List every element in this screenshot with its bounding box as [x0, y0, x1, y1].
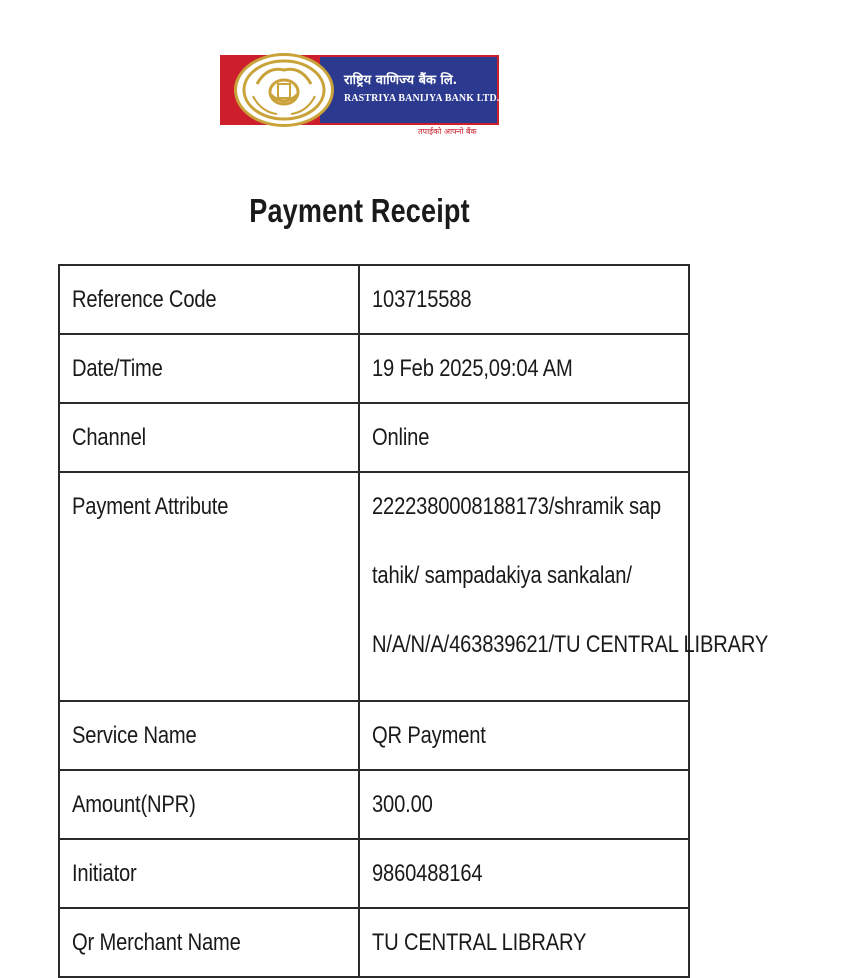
- table-row: [59, 334, 689, 403]
- page-title: Payment Receipt: [249, 192, 470, 229]
- row-value: 103715588: [359, 265, 689, 334]
- row-label: Service Name: [59, 701, 359, 770]
- bank-logo: [220, 55, 499, 135]
- row-value: TU CENTRAL LIBRARY: [359, 908, 689, 977]
- row-value: 2222380008188173/shramik sap tahik/ sampadakiya sankalan/ N/A/N/A/463839621/TU CENTRAL LIBRARY: [359, 472, 689, 701]
- row-label: Reference Code: [59, 265, 359, 334]
- logo-name-english: RASTRIYA BANIJYA BANK LTD.: [344, 92, 500, 104]
- row-label: Qr Merchant Name: [59, 908, 359, 977]
- row-label: Payment Attribute: [59, 472, 359, 701]
- table-row: [59, 770, 689, 839]
- logo-name-nepali: राष्ट्रिय वाणिज्य बैंक लि.: [344, 73, 458, 88]
- row-value: 300.00: [359, 770, 689, 839]
- table-row: [59, 908, 689, 977]
- row-value: 19 Feb 2025,09:04 AM: [359, 334, 689, 403]
- row-label: Initiator: [59, 839, 359, 908]
- row-label: Amount(NPR): [59, 770, 359, 839]
- row-value: QR Payment: [359, 701, 689, 770]
- row-value: Online: [359, 403, 689, 472]
- row-value: 9860488164: [359, 839, 689, 908]
- table-row: [59, 839, 689, 908]
- logo-tagline: तपाईंको आफ्नो बैंक: [418, 127, 477, 136]
- receipt-table: [58, 264, 769, 978]
- table-row: [59, 403, 689, 472]
- logo-blue-panel: [320, 57, 500, 123]
- table-row: [59, 701, 689, 770]
- table-row: [59, 265, 689, 334]
- table-row: [59, 472, 689, 701]
- emblem-icon: [234, 53, 334, 127]
- row-label: Date/Time: [59, 334, 359, 403]
- row-label: Channel: [59, 403, 359, 472]
